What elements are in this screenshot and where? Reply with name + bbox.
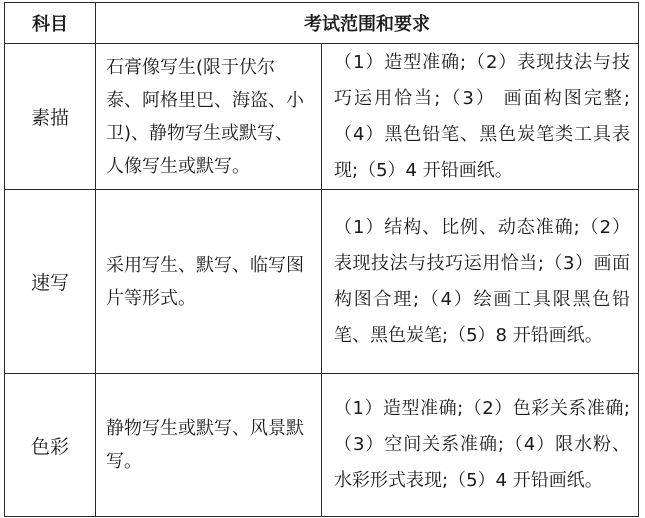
scope-cell: 石膏像写生(限于伏尔泰、阿格里巴、海盗、小卫)、静物写生或默写、人像写生或默写。 <box>96 44 322 190</box>
subject-cell: 色彩 <box>5 374 96 517</box>
exam-requirements-table <box>4 2 639 517</box>
requirements-cell: （1）造型准确;（2）色彩关系准确;（3）空间关系准确;（4）限水粉、水彩形式表现;（5）4 开铅画纸。 <box>322 374 639 517</box>
header-subject: 科目 <box>5 3 96 44</box>
requirements-cell: （1）造型准确;（2）表现技法与技巧运用恰当;（3） 画面构图完整;（4）黑色铅笔、黑色炭笔类工具表现;（5）4 开铅画纸。 <box>322 44 639 190</box>
subject-cell: 速写 <box>5 190 96 374</box>
table-header-row <box>5 3 639 44</box>
table-row <box>5 374 639 517</box>
scope-cell: 采用写生、默写、临写图片等形式。 <box>96 190 322 374</box>
header-requirements: 考试范围和要求 <box>96 3 639 44</box>
subject-cell: 素描 <box>5 44 96 190</box>
table-row <box>5 190 639 374</box>
scope-cell: 静物写生或默写、风景默写。 <box>96 374 322 517</box>
requirements-cell: （1）结构、比例、动态准确;（2）表现技法与技巧运用恰当;（3）画面构图合理;（4）绘画工具限黑色铅笔、黑色炭笔;（5）8 开铅画纸。 <box>322 190 639 374</box>
table-row <box>5 44 639 190</box>
